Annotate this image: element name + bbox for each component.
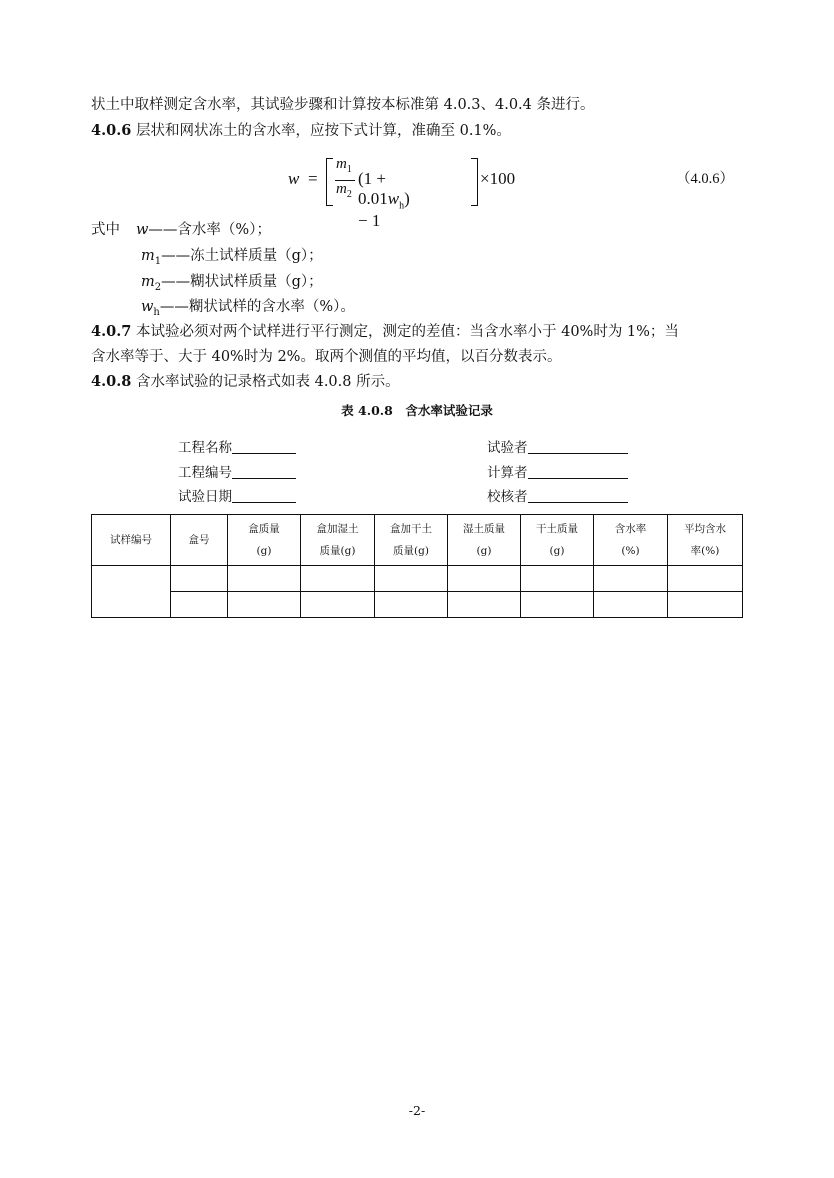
equation-number: （4.0.6） — [676, 171, 734, 187]
table-cell — [594, 592, 668, 618]
table-cell — [301, 592, 375, 618]
paragraph-continuation: 状土中取样测定含水率，其试验步骤和计算按本标准第 4.0.3、4.0.4 条进行。 — [91, 97, 595, 113]
definition-text: ——冻土试样质量（g）； — [161, 248, 323, 264]
clause-text: 层状和网状冻土的含水率，应按下式计算，准确至 0.1%。 — [131, 123, 511, 139]
table-cell — [594, 566, 668, 592]
header-dry-soil-mass: 干土质量 (g) — [521, 515, 594, 566]
definition-var: w — [136, 222, 149, 238]
definition-text: ——含水率（%）； — [148, 222, 271, 238]
header-box-mass: 盒质量 (g) — [228, 515, 301, 566]
definition-sub: h — [153, 306, 160, 318]
table-cell — [668, 566, 743, 592]
table-cell — [171, 592, 228, 618]
meta-test-date: 试验日期 — [178, 485, 296, 505]
definition-var: m — [141, 274, 155, 290]
blank-line — [528, 439, 628, 454]
clause-4-0-7 — [91, 320, 679, 341]
formula-numerator: $m_1$ — [336, 156, 352, 175]
table-cell — [92, 566, 171, 618]
meta-checker: 校核者 — [487, 485, 628, 505]
meta-tester: 试验者 — [487, 436, 628, 456]
table-header-row — [92, 515, 743, 566]
header-box-dry-soil: 盒加干土 质量(g) — [375, 515, 448, 566]
clause-number: 4.0.6 — [91, 122, 132, 139]
page-number: -2- — [408, 1103, 426, 1118]
header-box-no: 盒号 — [171, 515, 228, 566]
table-cell — [171, 566, 228, 592]
blank-line — [232, 488, 296, 503]
clause-4-0-7-cont: 含水率等于、大于 40%时为 2%。取两个测值的平均值，以百分数表示。 — [91, 349, 562, 365]
table-cell — [521, 566, 594, 592]
header-avg-water-content: 平均含水 率(%) — [668, 515, 743, 566]
header-sample-id: 试样编号 — [92, 515, 171, 566]
clause-4-0-8 — [91, 370, 400, 391]
table-cell — [228, 566, 301, 592]
clause-text: 本试验必须对两个试样进行平行测定，测定的差值：当含水率小于 40%时为 1%；当 — [131, 324, 679, 340]
table-cell — [448, 566, 521, 592]
definition-text: ——糊状试样质量（g）； — [161, 274, 323, 290]
right-bracket — [471, 158, 478, 206]
blank-line — [528, 464, 628, 479]
definition-text: ——糊状试样的含水率（%）。 — [159, 299, 355, 315]
definition-row-m1 — [141, 244, 323, 267]
formula-tail: ×100 — [480, 169, 516, 188]
table-row — [92, 592, 743, 618]
definition-sub: 2 — [154, 281, 162, 293]
definition-row-w — [91, 218, 271, 239]
clause-number: 4.0.7 — [91, 323, 132, 340]
table-cell — [668, 592, 743, 618]
water-content-record-table — [91, 514, 743, 618]
table-cell — [448, 592, 521, 618]
definition-var: m — [141, 248, 155, 264]
clause-number: 4.0.8 — [91, 373, 132, 390]
definition-row-m2 — [141, 270, 323, 293]
table-cell — [375, 566, 448, 592]
blank-line — [232, 464, 296, 479]
formula-denominator: $m_2$ — [336, 181, 352, 200]
table-cell — [521, 592, 594, 618]
formula-lhs: w — [288, 169, 300, 188]
definition-var: w — [141, 299, 154, 315]
definitions-intro: 式中 — [91, 222, 120, 238]
clause-text: 含水率试验的记录格式如表 4.0.8 所示。 — [131, 374, 400, 390]
header-water-content: 含水率 (%) — [594, 515, 668, 566]
header-box-wet-soil: 盒加湿土 质量(g) — [301, 515, 375, 566]
blank-line — [232, 439, 296, 454]
header-wet-soil-mass: 湿土质量 (g) — [448, 515, 521, 566]
table-cell — [301, 566, 375, 592]
meta-project-name: 工程名称 — [178, 436, 296, 456]
table-row — [92, 566, 743, 592]
table-cell — [375, 592, 448, 618]
clause-4-0-6 — [91, 119, 511, 140]
definition-sub: 1 — [154, 255, 162, 267]
meta-calculator: 计算者 — [487, 461, 628, 481]
table-cell — [228, 592, 301, 618]
left-bracket — [326, 158, 333, 206]
definition-row-wh — [141, 295, 355, 318]
meta-project-number: 工程编号 — [178, 461, 296, 481]
formula-equals: = — [308, 169, 318, 188]
formula-middle: $(1 + 0.01w_h) - 1$ — [358, 169, 410, 231]
blank-line — [528, 488, 628, 503]
table-caption: 表 4.0.8 含水率试验记录 — [341, 403, 493, 418]
